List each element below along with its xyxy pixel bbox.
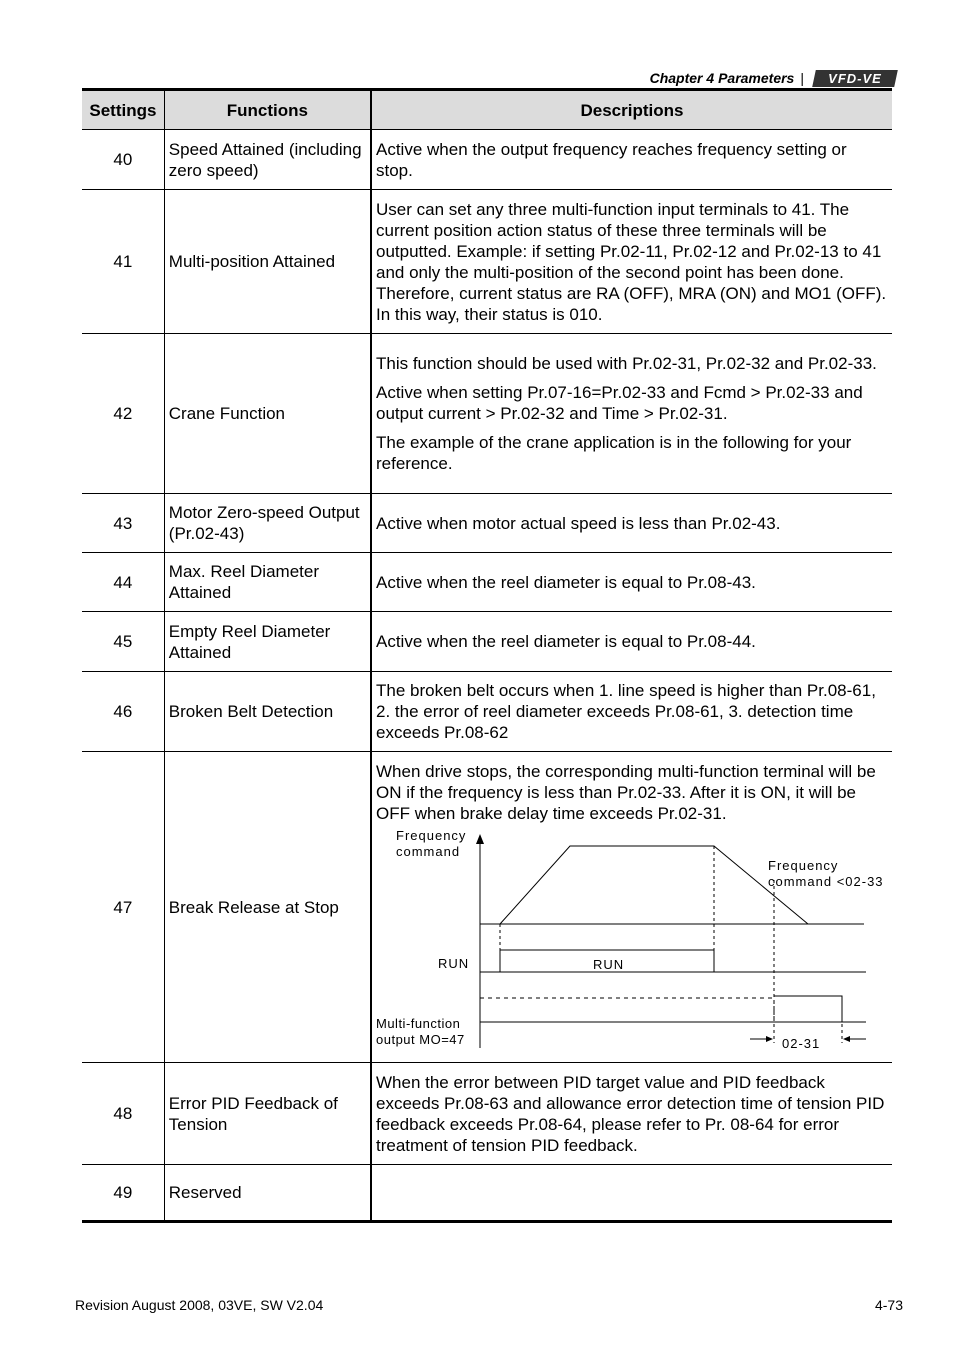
description [371, 334, 892, 494]
mo-signal-dashed [480, 998, 774, 1022]
description-text: When drive stops, the corresponding multi-function terminal will be ON if the frequency is less than Pr.02-33. After it is ON, it will be OFF when brake delay time exceeds Pr.02-31. [376, 762, 876, 823]
function-name: Empty Reel Diameter Attained [164, 612, 371, 672]
header-separator: | [800, 70, 804, 86]
setting-value: 45 [82, 612, 164, 672]
description [371, 130, 892, 190]
table-row [82, 612, 892, 672]
frequency-curve [500, 846, 808, 924]
table-row [82, 553, 892, 612]
description-text: This function should be used with Pr.02-31, Pr.02-32 and Pr.02-33. [376, 354, 877, 373]
function-name: Speed Attained (including zero speed) [164, 130, 371, 190]
delay-arrowhead-right [843, 1036, 850, 1042]
function-name: Motor Zero-speed Output (Pr.02-43) [164, 494, 371, 553]
run-box-label: RUN [593, 957, 625, 972]
table-row [82, 672, 892, 752]
description-text: The broken belt occurs when 1. line speed is higher than Pr.08-61, 2. the error of reel diameter exceeds Pr.08-61, 3. detection time exceeds Pr.08-62 [376, 681, 876, 742]
description [371, 1063, 892, 1165]
setting-value: 41 [82, 190, 164, 334]
freq-command-label: Frequency command [396, 828, 467, 859]
settings-table [82, 88, 892, 1223]
description-text: Active when the reel diameter is equal to Pr.08-44. [376, 632, 756, 651]
description-text: User can set any three multi-function input terminals to 41. The current position action status of these three terminals will be outputted. Example: if setting Pr.02-11, Pr.02-12 and Pr.02-13 to 41 and only the multi-position of the second point has been done. Therefore, current status are RA (OFF), MRA (ON) and MO1 (OFF). In this way, their status is 010. [376, 199, 887, 324]
table-row [82, 752, 892, 1063]
table-row [82, 1063, 892, 1165]
setting-value: 46 [82, 672, 164, 752]
setting-value: 47 [82, 752, 164, 1063]
table-row [82, 190, 892, 334]
function-name: Break Release at Stop [164, 752, 371, 1063]
description [371, 553, 892, 612]
page-header [650, 68, 896, 88]
function-name: Reserved [164, 1165, 371, 1222]
table-header-row [82, 90, 892, 130]
freq-command-threshold-label: Frequency command <02-33 [768, 858, 884, 889]
description-text: When the error between PID target value and PID feedback exceeds Pr.08-63 and allowance error detection time of tension PID feedback exceeds Pr.08-64, please refer to Pr. 08-64 for error treatment of tension PID feedback. [376, 1072, 885, 1155]
function-name: Max. Reel Diameter Attained [164, 553, 371, 612]
table-row [82, 1165, 892, 1222]
setting-value: 44 [82, 553, 164, 612]
description [371, 672, 892, 752]
mo-signal-tail [774, 996, 842, 1022]
description-text: The example of the crane application is in the following for your reference. [376, 433, 852, 473]
description-text: Active when motor actual speed is less than Pr.02-43. [376, 513, 781, 533]
logo-text: VFD-VE [828, 70, 882, 86]
brake-timing-diagram [376, 828, 888, 1060]
setting-value: 48 [82, 1063, 164, 1165]
table-row [82, 334, 892, 494]
description-text: Active when the output frequency reaches frequency setting or stop. [376, 139, 847, 180]
table-row [82, 494, 892, 553]
page-number: 4-73 [874, 1297, 903, 1313]
col-functions: Functions [164, 90, 371, 130]
setting-value: 49 [82, 1165, 164, 1222]
vfd-ve-logo [812, 70, 898, 87]
function-name: Crane Function [164, 334, 371, 494]
col-descriptions: Descriptions [371, 90, 892, 130]
setting-value: 42 [82, 334, 164, 494]
delay-arrowhead-left [766, 1036, 773, 1042]
description-text: Active when setting Pr.07-16=Pr.02-33 and Fcmd > Pr.02-33 and output current > Pr.02-32 and Time > Pr.02-31. [376, 383, 863, 423]
description-text: Active when the reel diameter is equal to Pr.08-43. [376, 572, 756, 592]
chapter-title: Chapter 4 Parameters [649, 70, 795, 86]
function-name: Broken Belt Detection [164, 672, 371, 752]
description [371, 612, 892, 672]
table-row [82, 130, 892, 190]
setting-value: 40 [82, 130, 164, 190]
description [371, 752, 892, 1063]
function-name: Multi-position Attained [164, 190, 371, 334]
delay-time-label: 02-31 [782, 1036, 821, 1051]
col-settings: Settings [82, 90, 164, 130]
revision-footer: Revision August 2008, 03VE, SW V2.04 [75, 1297, 324, 1313]
description [371, 494, 892, 553]
description [371, 1165, 892, 1222]
function-name: Error PID Feedback of Tension [164, 1063, 371, 1165]
run-axis-label: RUN [438, 956, 470, 971]
multi-function-output-label: Multi-function output MO=47 [376, 1016, 465, 1047]
setting-value: 43 [82, 494, 164, 553]
description [371, 190, 892, 334]
